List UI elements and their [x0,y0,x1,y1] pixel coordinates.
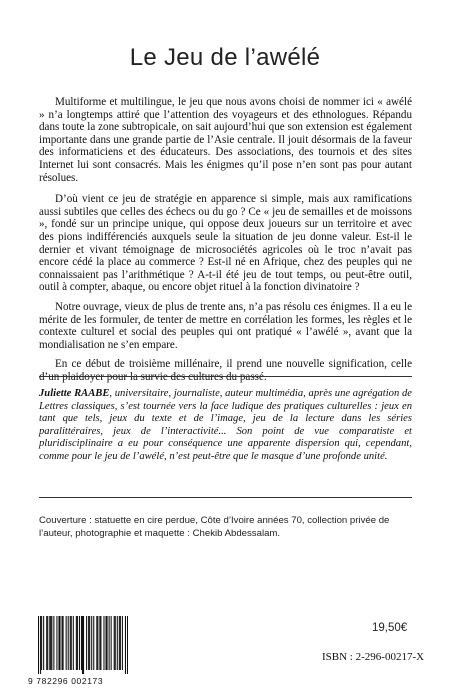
barcode-bar [93,616,94,670]
barcode-bar [73,616,74,670]
blurb [39,96,412,390]
barcode-bar [114,616,115,670]
barcode-bar [88,616,89,670]
barcode-bar [71,616,72,670]
blurb-paragraph-1: Multiforme et multilingue, le jeu que nous avons choisi de nommer ici « awélé » n’a longtemps attiré que l’attention des voyageurs et des ethnologues. Répandu dans toute la zone subtropicale, on sait aujourd’hui que son extension est également importante dans une grande partie de l’Asie centrale. Il jouit désormais de la faveur des informaticiens et des éducateurs. Des associations, des tournois et des sites Internet lui sont consacrés. Mais les énigmes qu’il pose n’en sont pas pour autant résolues. [39,96,412,184]
barcode-bar [56,616,57,670]
blurb-paragraph-4: En ce début de troisième millénaire, il prend une nouvelle signification, celle d’un plaidoyer pour la survie des cultures du passé. [39,358,412,383]
barcode-bar [59,616,60,670]
author-bio-text: , universitaire, journaliste, auteur multimédia, après une agrégation de Lettres classiques, s’est tournée vers la face ludique des pratiques culturelles : jeux en tant que tels, jeux du texte et de l’image, jeu de la lecture dans les séries paralittéraires, jeux de l’interactivité... Son point de vue comparatiste et pluridisciplinaire a eu pour conséquence une apparente dispersion qui, cependant, comme pour le jeu de l’awélé, n’est peut-être que le masque d’une profonde unité. [39,388,412,462]
barcode-bar [83,616,84,674]
barcode-bar [103,616,104,670]
barcode-bar [120,616,121,670]
barcode-bar [107,616,108,670]
author-bio [39,388,412,464]
barcode-bar [125,616,126,674]
barcode-bar [50,616,51,670]
divider-bottom [39,497,412,498]
barcode-bar [46,616,47,670]
barcode-bar [41,616,42,670]
barcode-bar [99,616,100,670]
blurb-paragraph-2: D’où vient ce jeu de stratégie en apparence si simple, mais aux ramifications aussi subtiles que celles des échecs ou du go ? Ce « jeu de semailles et de moissons », fondé sur un principe unique, qui oppose deux joueurs sur un territoire et avec des pions indifférenciés auxquels seule la situation de jeu donne valeur. Est-il le dernier et vivant témoignage de microsociétés agricoles où le troc n’avait pas encore cédé la place au commerce ? Est-il né en Afrique, chez des peuples qui ne connaissaient pas l’arithmétique ? A-t-il été jeu de tout temps, ou peut-être outil, outil à compter, abaque, ou encore objet rituel à la fonction divinatoire ? [39,193,412,294]
barcode-bar [97,616,98,670]
barcode-digits: 9 782296 002173 [28,676,104,686]
barcode-bar [127,616,128,674]
blurb-paragraph-3: Notre ouvrage, vieux de plus de trente ans, n’a pas résolu ces énigmes. Il a eu le mérite de les formuler, de tenter de mettre en corrélation les formes, les règles et le contexte culturel et social des peuples qui ont pratiqué « l’awélé », avant que la mondialisation ne s’en empare. [39,300,412,351]
barcode-bar [77,616,78,670]
barcode-bar [115,616,116,670]
barcode [38,616,128,674]
barcode-bar [100,616,101,670]
barcode-bar [51,616,52,670]
barcode-bar [82,616,83,674]
barcode-bar [43,616,44,670]
barcode-bar [70,616,71,670]
barcode-bar [96,616,97,670]
barcode-bar [89,616,90,670]
barcode-bar [63,616,64,670]
barcode-bar [53,616,54,670]
barcode-bar [68,616,69,670]
barcode-bar [86,616,87,670]
barcode-bar [117,616,118,670]
isbn: ISBN : 2-296-00217-X [322,651,425,663]
price: 19,50€ [372,622,408,634]
barcode-bar [76,616,77,670]
barcode-bar [49,616,50,670]
barcode-bar [38,616,39,674]
barcode-bar [47,616,48,670]
cover-credit: Couverture : statuette en cire perdue, Côte d’Ivoire années 70, collection privée de l’auteur, photographie et maquette : Chekib Abdessalam. [39,515,390,539]
barcode-bar [91,616,92,670]
barcode-bar [111,616,112,670]
book-title: Le Jeu de l’awélé [129,44,321,71]
barcode-bar [58,616,59,670]
barcode-bar [106,616,107,670]
barcode-bar [81,616,82,670]
barcode-bar [66,616,67,670]
author-name: Juliette RAABE [39,388,110,399]
barcode-bar [119,616,120,670]
barcode-bar [40,616,41,674]
barcode-bar [109,616,110,670]
barcode-bar [122,616,123,670]
divider-top [39,376,412,377]
barcode-bar [79,616,80,670]
barcode-bar [62,616,63,670]
